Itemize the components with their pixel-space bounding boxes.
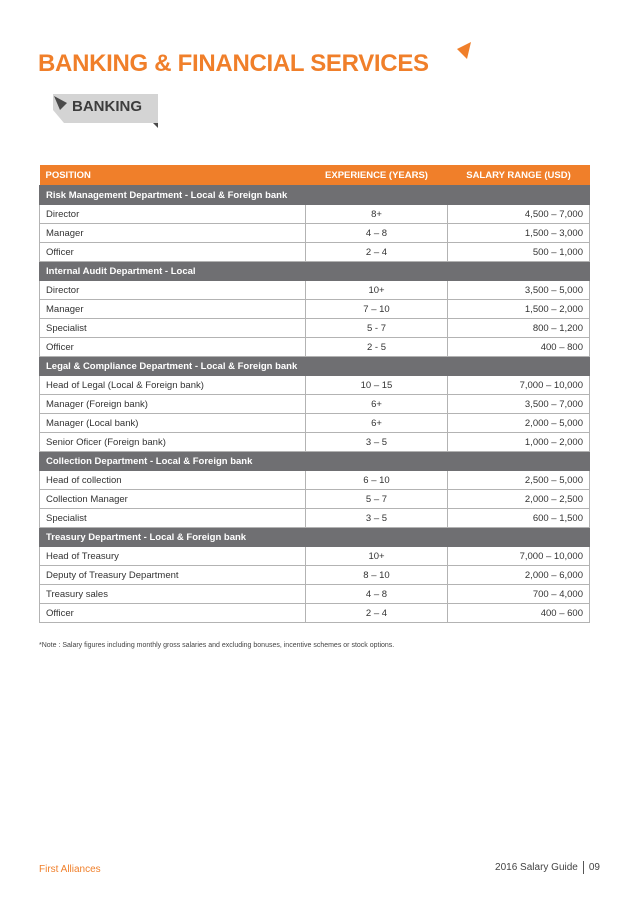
page-title: BANKING & FINANCIAL SERVICES [38,50,429,77]
cell-salary: 1,500 – 2,000 [448,300,590,319]
cell-experience: 5 - 7 [306,319,448,338]
table-body [40,186,590,623]
cell-position: Officer [40,604,306,623]
column-header-position: POSITION [40,165,306,186]
cell-position: Senior Oficer (Foreign bank) [40,433,306,452]
table-row [40,243,590,262]
cell-salary: 400 – 800 [448,338,590,357]
section-title: Treasury Department - Local & Foreign bank [40,528,590,547]
table-row [40,376,590,395]
footnote: *Note : Salary figures including monthly gross salaries and excluding bonuses, incentive schemes or stock options. [39,642,395,649]
table-row [40,281,590,300]
footer-page-number: 09 [588,862,600,873]
cell-experience: 2 - 5 [306,338,448,357]
cell-salary: 3,500 – 5,000 [448,281,590,300]
footer-page-info [495,861,600,874]
cell-experience: 3 – 5 [306,509,448,528]
section-row [40,186,590,205]
column-header-salary: SALARY RANGE (USD) [448,165,590,186]
section-row [40,528,590,547]
cell-position: Manager (Local bank) [40,414,306,433]
cell-experience: 10+ [306,547,448,566]
section-badge: BANKING [72,98,142,115]
section-title: Internal Audit Department - Local [40,262,590,281]
cell-experience: 4 – 8 [306,224,448,243]
cell-position: Treasury sales [40,585,306,604]
cell-salary: 1,000 – 2,000 [448,433,590,452]
cell-position: Deputy of Treasury Department [40,566,306,585]
table-row [40,566,590,585]
table-row [40,471,590,490]
table-row [40,395,590,414]
table-row [40,338,590,357]
section-row [40,262,590,281]
cell-experience: 6 – 10 [306,471,448,490]
cell-position: Specialist [40,509,306,528]
cell-experience: 10 – 15 [306,376,448,395]
table-header-row [40,165,590,186]
section-row [40,357,590,376]
cell-position: Specialist [40,319,306,338]
cell-experience: 6+ [306,395,448,414]
cell-salary: 4,500 – 7,000 [448,205,590,224]
cell-position: Director [40,281,306,300]
cell-salary: 2,500 – 5,000 [448,471,590,490]
footer-brand: First Alliances [39,864,101,875]
cell-salary: 3,500 – 7,000 [448,395,590,414]
cell-salary: 2,000 – 2,500 [448,490,590,509]
table-row [40,490,590,509]
cell-salary: 600 – 1,500 [448,509,590,528]
cell-position: Head of Treasury [40,547,306,566]
cell-salary: 700 – 4,000 [448,585,590,604]
cell-salary: 400 – 600 [448,604,590,623]
table-row [40,547,590,566]
cell-position: Collection Manager [40,490,306,509]
cell-position: Head of collection [40,471,306,490]
column-header-experience: EXPERIENCE (YEARS) [306,165,448,186]
cell-position: Officer [40,243,306,262]
cell-salary: 500 – 1,000 [448,243,590,262]
cell-experience: 7 – 10 [306,300,448,319]
cell-position: Manager [40,224,306,243]
table-row [40,414,590,433]
section-title: Risk Management Department - Local & Foreign bank [40,186,590,205]
table-row [40,585,590,604]
section-title: Collection Department - Local & Foreign bank [40,452,590,471]
section-title: Legal & Compliance Department - Local & Foreign bank [40,357,590,376]
cell-salary: 2,000 – 5,000 [448,414,590,433]
table-row [40,300,590,319]
table-row [40,509,590,528]
cell-position: Officer [40,338,306,357]
salary-table [39,165,590,623]
cell-experience: 2 – 4 [306,243,448,262]
cell-experience: 5 – 7 [306,490,448,509]
cell-salary: 1,500 – 3,000 [448,224,590,243]
cell-salary: 800 – 1,200 [448,319,590,338]
cell-experience: 8 – 10 [306,566,448,585]
table-row [40,205,590,224]
cell-experience: 4 – 8 [306,585,448,604]
table-row [40,433,590,452]
table-row [40,224,590,243]
footer-guide-title: 2016 Salary Guide [495,862,578,873]
table-row [40,319,590,338]
cell-experience: 6+ [306,414,448,433]
cell-salary: 7,000 – 10,000 [448,547,590,566]
cell-salary: 7,000 – 10,000 [448,376,590,395]
cell-experience: 3 – 5 [306,433,448,452]
table-row [40,604,590,623]
cell-salary: 2,000 – 6,000 [448,566,590,585]
cell-experience: 8+ [306,205,448,224]
footer-divider [583,861,584,874]
corner-arrow-icon [455,41,475,61]
cell-experience: 10+ [306,281,448,300]
cell-experience: 2 – 4 [306,604,448,623]
cell-position: Head of Legal (Local & Foreign bank) [40,376,306,395]
cell-position: Manager (Foreign bank) [40,395,306,414]
cell-position: Director [40,205,306,224]
cell-position: Manager [40,300,306,319]
section-row [40,452,590,471]
